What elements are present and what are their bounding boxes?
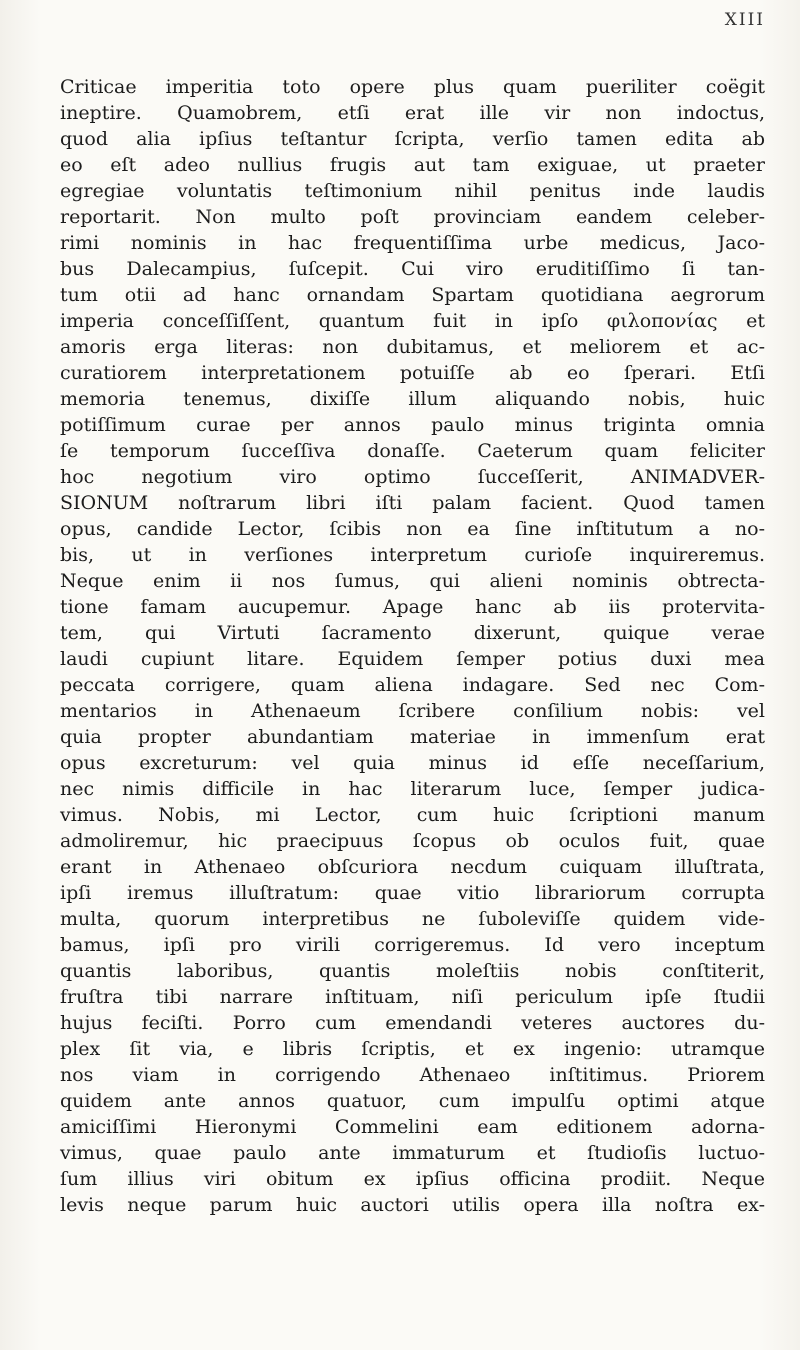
- text-line: tem, qui Virtuti ſacramento dixerunt, quique verae: [60, 622, 765, 644]
- text-line: hoc negotium viro optimo ſucceſſerit, ANIMADVER-: [60, 466, 765, 488]
- text-line: reportarit. Non multo poſt provinciam eandem celeber-: [60, 206, 765, 228]
- page-number: XIII: [724, 10, 765, 30]
- text-line: vimus, quae paulo ante immaturum et ſtudioſis luctuo-: [60, 1142, 765, 1164]
- text-line: bis, ut in verſiones interpretum curioſe inquireremus.: [60, 544, 765, 566]
- text-line: quantis laboribus, quantis moleſtiis nobis conſtiterit,: [60, 960, 765, 982]
- text-line: egregiae voluntatis teſtimonium nihil penitus inde laudis: [60, 180, 765, 202]
- text-line: quod alia ipſius teſtantur ſcripta, verſio tamen edita ab: [60, 128, 765, 150]
- text-line: hujus feciſti. Porro cum emendandi veteres auctores du-: [60, 1012, 765, 1034]
- text-line: Criticae imperitia toto opere plus quam pueriliter coëgit: [60, 76, 765, 98]
- text-line: admoliremur, hic praecipuus ſcopus ob oculos fuit, quae: [60, 830, 765, 852]
- text-line: peccata corrigere, quam aliena indagare. Sed nec Com-: [60, 674, 765, 696]
- text-line: quidem ante annos quatuor, cum impulſu optimi atque: [60, 1090, 765, 1112]
- body-text: [60, 74, 765, 1218]
- text-line: vimus. Nobis, mi Lector, cum huic ſcriptioni manum: [60, 804, 765, 826]
- text-line: erant in Athenaeo obſcuriora necdum cuiquam illuſtrata,: [60, 856, 765, 878]
- text-line: nec nimis difficile in hac literarum luce, ſemper judica-: [60, 778, 765, 800]
- text-line: Neque enim ii nos ſumus, qui alieni nominis obtrecta-: [60, 570, 765, 592]
- text-line: memoria tenemus, dixiſſe illum aliquando nobis, huic: [60, 388, 765, 410]
- text-line: ſum illius viri obitum ex ipſius officina prodiit. Neque: [60, 1168, 765, 1190]
- text-line: curatiorem interpretationem potuiſſe ab eo ſperari. Etſi: [60, 362, 765, 384]
- text-line: rimi nominis in hac frequentiſſima urbe medicus, Jaco-: [60, 232, 765, 254]
- text-line: opus, candide Lector, ſcibis non ea ſine inſtitutum a no-: [60, 518, 765, 540]
- text-line: amoris erga literas: non dubitamus, et meliorem et ac-: [60, 336, 765, 358]
- text-line: bus Dalecampius, ſuſcepit. Cui viro eruditiſſimo ſi tan-: [60, 258, 765, 280]
- text-line: imperia conceſſiſſent, quantum fuit in ipſo φιλοπονίας et: [60, 310, 765, 332]
- text-line: plex ſit via, e libris ſcriptis, et ex ingenio: utramque: [60, 1038, 765, 1060]
- text-line: tione famam aucupemur. Apage hanc ab iis protervita-: [60, 596, 765, 618]
- text-line: nos viam in corrigendo Athenaeo inſtitimus. Priorem: [60, 1064, 765, 1086]
- text-line: ſe temporum ſucceſſiva donaſſe. Caeterum quam feliciter: [60, 440, 765, 462]
- text-line: levis neque parum huic auctori utilis opera illa noſtra ex-: [60, 1194, 765, 1216]
- text-line: multa, quorum interpretibus ne ſuboleviſſe quidem vide-: [60, 908, 765, 930]
- text-line: quia propter abundantiam materiae in immenſum erat: [60, 726, 765, 748]
- text-line: ipſi iremus illuſtratum: quae vitio librariorum corrupta: [60, 882, 765, 904]
- text-line: tum otii ad hanc ornandam Spartam quotidiana aegrorum: [60, 284, 765, 306]
- text-line: fruſtra tibi narrare inſtituam, niſi periculum ipſe ſtudii: [60, 986, 765, 1008]
- text-line: laudi cupiunt litare. Equidem ſemper potius duxi mea: [60, 648, 765, 670]
- text-line: eo eſt adeo nullius frugis aut tam exiguae, ut praeter: [60, 154, 765, 176]
- text-line: SIONUM noſtrarum libri iſti palam facient. Quod tamen: [60, 492, 765, 514]
- text-line: bamus, ipſi pro virili corrigeremus. Id vero inceptum: [60, 934, 765, 956]
- text-line: potiſſimum curae per annos paulo minus triginta omnia: [60, 414, 765, 436]
- text-line: ineptire. Quamobrem, etſi erat ille vir non indoctus,: [60, 102, 765, 124]
- text-line: opus excreturum: vel quia minus id eſſe neceſſarium,: [60, 752, 765, 774]
- text-line: amiciſſimi Hieronymi Commelini eam editionem adorna-: [60, 1116, 765, 1138]
- text-line: mentarios in Athenaeum ſcribere conſilium nobis: vel: [60, 700, 765, 722]
